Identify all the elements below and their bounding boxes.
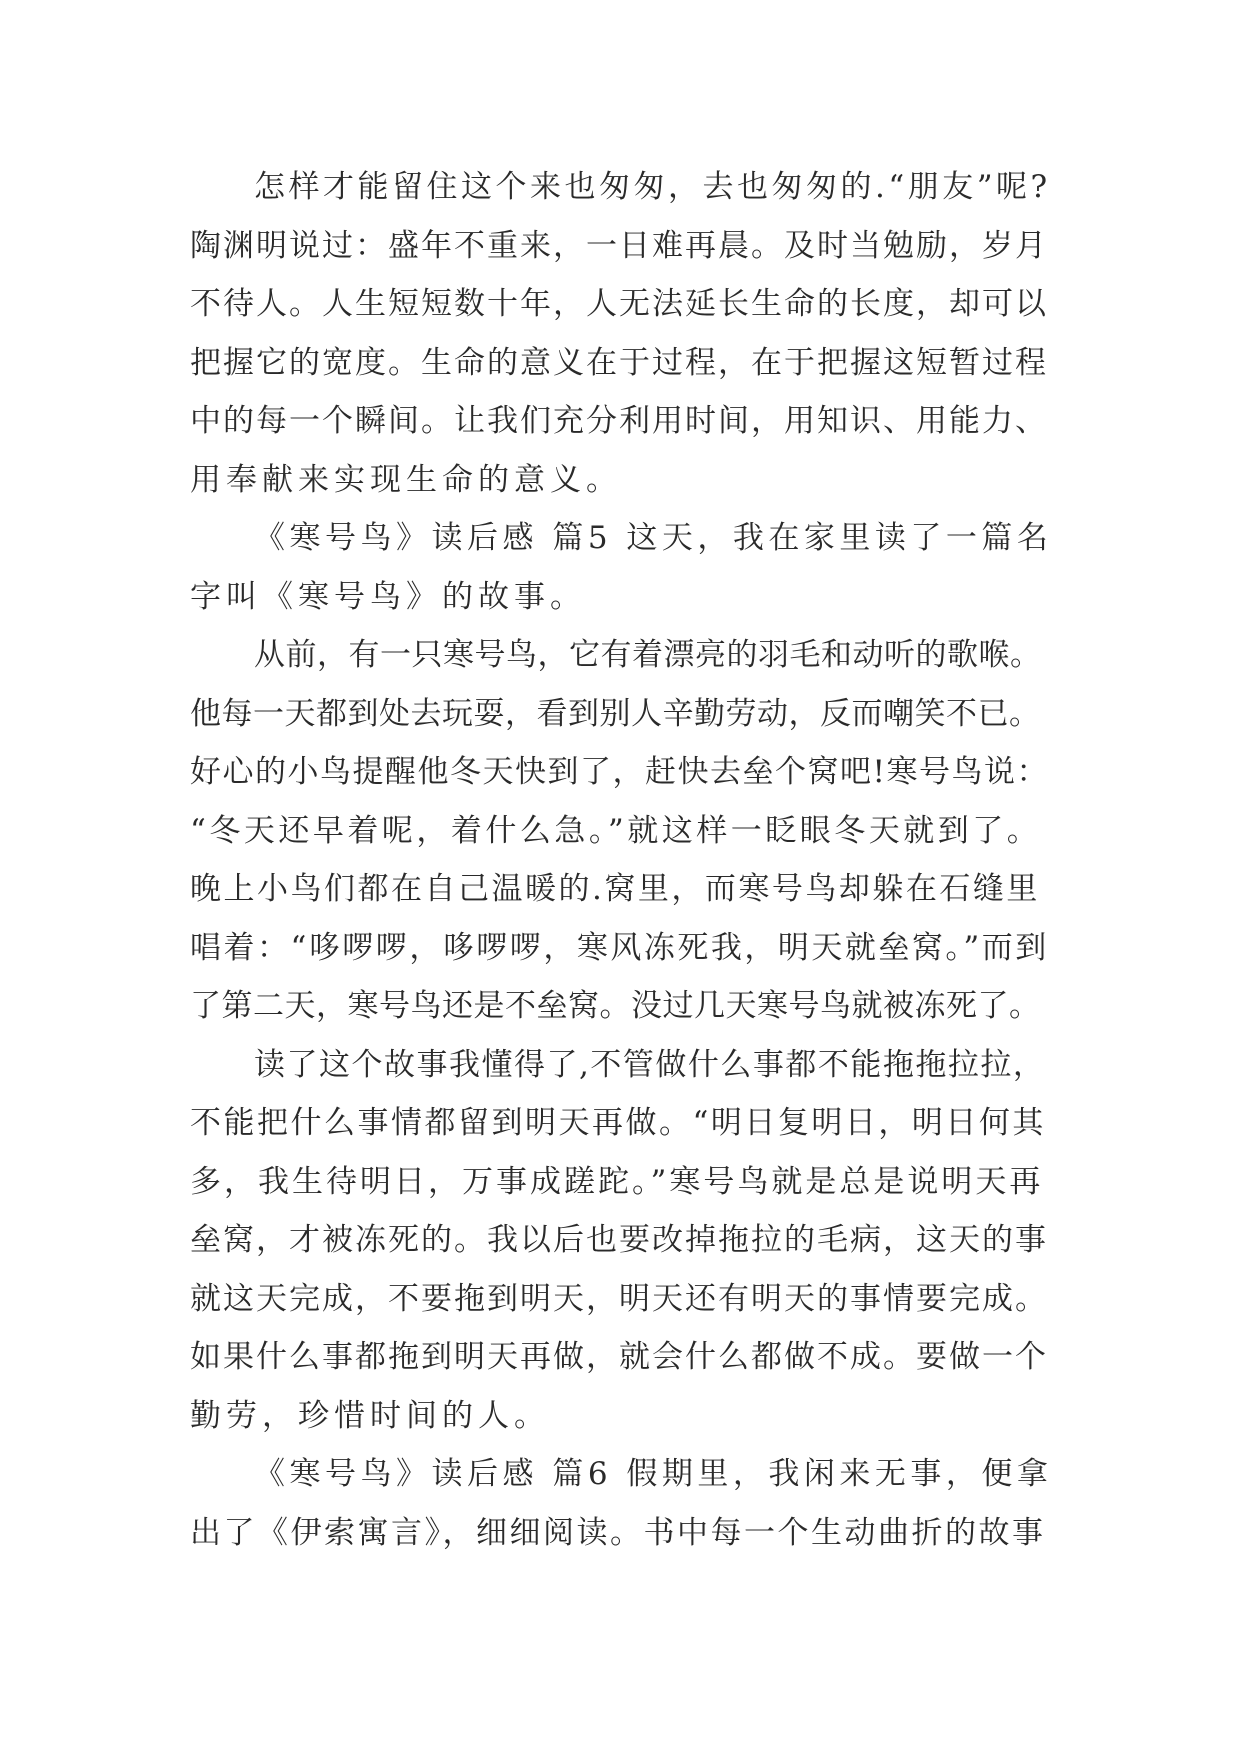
text-line: 好心的小鸟提醒他冬天快到了，赶快去垒个窝吧!寒号鸟说： [190, 754, 1049, 790]
text-line: 陶渊明说过：盛年不重来，一日难再晨。及时当勉励，岁月 [190, 227, 1048, 264]
body-text [190, 158, 1053, 1562]
text-line: 《寒号鸟》读后感 篇5 这天，我在家里读了一篇名 [254, 520, 1053, 556]
text-line: 从前，有一只寒号鸟，它有着漂亮的羽毛和动听的歌喉。 [254, 637, 1042, 673]
text-line: 不待人。人生短短数十年，人无法延长生命的长度，却可以 [190, 286, 1048, 322]
text-line: 晚上小鸟们都在自己温暖的.窝里，而寒号鸟却躲在石缝里 [190, 871, 1040, 907]
text-line: 就这天完成，不要拖到明天，明天还有明天的事情要完成。 [190, 1280, 1048, 1317]
text-line: 不能把什么事情都留到明天再做。“明日复明日，明日何其 [190, 1105, 1046, 1141]
text-line: 出了《伊索寓言》，细细阅读。书中每一个生动曲折的故事 [190, 1514, 1046, 1551]
text-line: 中的每一个瞬间。让我们充分利用时间，用知识、用能力、 [190, 403, 1048, 439]
text-line: 读了这个故事我懂得了,不管做什么事都不能拖拖拉拉， [254, 1046, 1046, 1083]
text-line: 了第二天，寒号鸟还是不垒窝。没过几天寒号鸟就被冻死了。 [190, 988, 1041, 1024]
text-line: 用奉献来实现生命的意义。 [190, 461, 622, 498]
text-line: 唱着：“哆啰啰，哆啰啰，寒风冻死我，明天就垒窝。”而到 [190, 929, 1049, 966]
text-line: 垒窝，才被冻死的。我以后也要改掉拖拉的毛病，这天的事 [190, 1222, 1048, 1258]
text-line: 如果什么事都拖到明天再做，就会什么都做不成。要做一个 [190, 1339, 1048, 1375]
text-line: 他每一天都到处去玩耍，看到别人辛勤劳动，反而嘲笑不已。 [190, 695, 1041, 732]
text-line: 《寒号鸟》读后感 篇6 假期里，我闲来无事，便拿 [254, 1456, 1053, 1492]
text-line: 把握它的宽度。生命的意义在于过程，在于把握这短暂过程 [190, 344, 1048, 381]
text-line: “冬天还早着呢，着什么急。”就这样一眨眼冬天就到了。 [190, 812, 1042, 849]
text-line: 多，我生待明日，万事成蹉跎。”寒号鸟就是总是说明天再 [190, 1163, 1044, 1200]
text-line: 字叫《寒号鸟》的故事。 [190, 578, 586, 615]
text-line: 勤劳，珍惜时间的人。 [190, 1397, 550, 1434]
text-line: 怎样才能留住这个来也匆匆，去也匆匆的.“朋友”呢? [254, 169, 1051, 205]
